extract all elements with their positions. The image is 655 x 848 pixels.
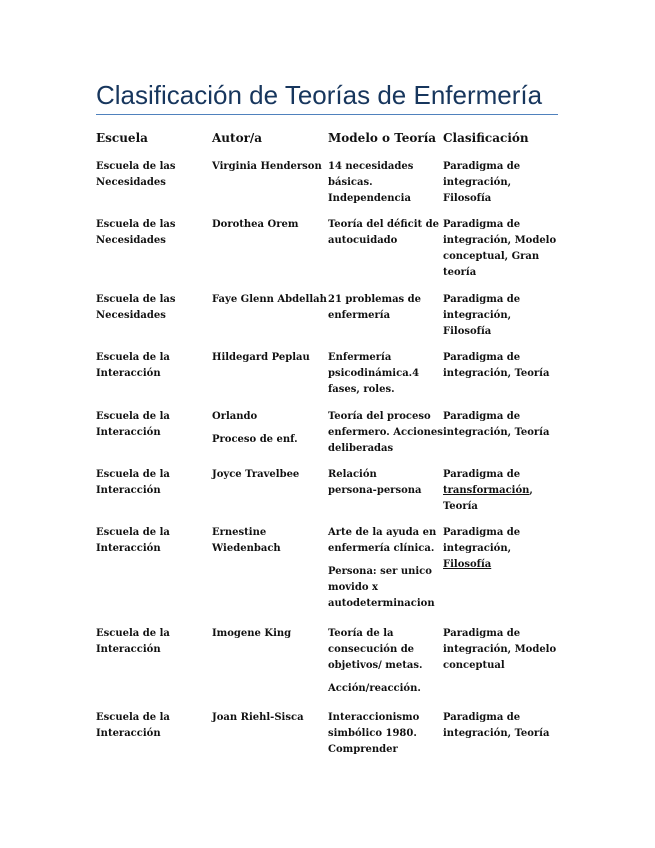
- cell-line: Paradigma de: [443, 628, 521, 639]
- cell-line: enfermería clínica.: [328, 543, 435, 554]
- cell-line: integración,: [443, 543, 512, 554]
- cell-escuela: [96, 292, 204, 324]
- paragraph-gap: [212, 425, 320, 432]
- cell-line: Interacción: [96, 485, 161, 496]
- cell-clasificacion: [443, 467, 551, 515]
- cell-line: Dorothea Orem: [212, 219, 299, 230]
- cell-clasificacion: [443, 159, 551, 207]
- cell-escuela: [96, 626, 204, 658]
- cell-line: Interacción: [96, 543, 161, 554]
- header-autor: Autor/a: [212, 131, 263, 145]
- cell-autor: [212, 292, 327, 308]
- cell-line: integración, Teoría: [443, 368, 550, 379]
- cell-line: Paradigma de: [443, 712, 521, 723]
- cell-line: Paradigma de: [443, 469, 521, 480]
- cell-line: Comprender: [328, 744, 398, 755]
- cell-clasificacion: [443, 525, 551, 573]
- cell-escuela: [96, 350, 204, 382]
- header-modelo: Modelo o Teoría: [328, 131, 437, 145]
- cell-line: Teoría del proceso: [328, 411, 431, 422]
- cell-modelo: [328, 626, 436, 697]
- cell-line: Paradigma de: [443, 527, 521, 538]
- cell-line: integración, Teoría: [443, 728, 550, 739]
- cell-line: integración,: [443, 310, 512, 321]
- cell-modelo: [328, 409, 443, 457]
- cell-line: Necesidades: [96, 235, 166, 246]
- cell-line: Faye Glenn Abdellah: [212, 294, 327, 305]
- cell-line: Joyce Travelbee: [212, 469, 300, 480]
- cell-line: Enfermería: [328, 352, 392, 363]
- cell-clasificacion: [443, 292, 551, 340]
- cell-line: Necesidades: [96, 310, 166, 321]
- cell-line: Interaccionismo: [328, 712, 420, 723]
- cell-line: Teoría del déficit de: [328, 219, 439, 230]
- cell-line: Paradigma de: [443, 411, 521, 422]
- cell-modelo: [328, 159, 436, 207]
- cell-clasificacion: [443, 409, 551, 441]
- cell-autor: [212, 710, 320, 726]
- cell-line: Ernestine: [212, 527, 267, 538]
- cell-escuela: [96, 525, 204, 557]
- cell-line: integración, Modelo: [443, 235, 557, 246]
- cell-line: Virginia Henderson: [212, 161, 322, 172]
- underlined-term: transformación: [443, 485, 530, 496]
- cell-escuela: [96, 467, 204, 499]
- cell-autor: [212, 525, 320, 557]
- cell-line: psicodinámica.4: [328, 368, 420, 379]
- cell-modelo: [328, 710, 436, 758]
- cell-line: Independencia: [328, 193, 411, 204]
- cell-escuela: [96, 409, 204, 441]
- cell-line: Escuela de las: [96, 161, 176, 172]
- cell-autor: [212, 626, 320, 642]
- cell-line: Orlando: [212, 411, 258, 422]
- cell-line: Arte de la ayuda en: [328, 527, 437, 538]
- cell-line: Escuela de la: [96, 712, 170, 723]
- header-clasificacion: Clasificación: [443, 131, 529, 145]
- punctuation: ,: [529, 485, 533, 496]
- cell-line: Escuela de las: [96, 219, 176, 230]
- cell-clasificacion: [443, 217, 557, 281]
- cell-modelo: [328, 292, 436, 324]
- cell-clasificacion: [443, 710, 551, 742]
- cell-line: enfermero. Acciones: [328, 427, 443, 438]
- cell-line: Escuela de la: [96, 628, 170, 639]
- cell-autor: [212, 159, 320, 175]
- cell-line: Joan Riehl-Sisca: [212, 712, 304, 723]
- cell-line: 21 problemas de: [328, 294, 422, 305]
- cell-line: integración, Modelo: [443, 644, 557, 655]
- cell-line: Interacción: [96, 644, 161, 655]
- cell-line: Necesidades: [96, 177, 166, 188]
- cell-line: persona-persona: [328, 485, 422, 496]
- cell-clasificacion: [443, 626, 557, 674]
- cell-line: [443, 483, 551, 499]
- cell-line: conceptual: [443, 660, 505, 671]
- cell-modelo: [328, 467, 436, 499]
- cell-line: Filosofía: [443, 326, 492, 337]
- cell-line: integración,: [443, 177, 512, 188]
- cell-modelo: [328, 217, 439, 249]
- cell-escuela: [96, 710, 204, 742]
- cell-line: Interacción: [96, 368, 161, 379]
- cell-line: Paradigma de: [443, 161, 521, 172]
- cell-line: Teoría: [443, 501, 478, 512]
- cell-line: conceptual, Gran: [443, 251, 540, 262]
- cell-clasificacion: [443, 350, 551, 382]
- cell-line: simbólico 1980.: [328, 728, 417, 739]
- cell-line: Filosofía: [443, 193, 492, 204]
- cell-autor: [212, 217, 320, 233]
- cell-line: objetivos/ metas.: [328, 660, 423, 671]
- cell-line: integración, Teoría: [443, 427, 550, 438]
- title-underline: [96, 114, 558, 115]
- cell-line: teoría: [443, 267, 477, 278]
- cell-line: autodeterminacion: [328, 598, 435, 609]
- cell-escuela: [96, 159, 204, 191]
- cell-line: deliberadas: [328, 443, 394, 454]
- cell-line: Paradigma de: [443, 219, 521, 230]
- cell-line: Paradigma de: [443, 352, 521, 363]
- paragraph-gap: [328, 557, 436, 564]
- cell-line: Wiedenbach: [212, 543, 281, 554]
- cell-line: Acción/reacción.: [328, 683, 421, 694]
- cell-line: Escuela de la: [96, 411, 170, 422]
- header-escuela: Escuela: [96, 131, 148, 145]
- cell-modelo: [328, 350, 436, 398]
- cell-autor: [212, 467, 320, 483]
- cell-line: Interacción: [96, 728, 161, 739]
- cell-line: Escuela de la: [96, 527, 170, 538]
- underlined-term: Filosofía: [443, 559, 492, 570]
- cell-autor: [212, 409, 320, 448]
- cell-line: Interacción: [96, 427, 161, 438]
- cell-escuela: [96, 217, 204, 249]
- cell-line: Escuela de las: [96, 294, 176, 305]
- paragraph-gap: [328, 674, 436, 681]
- cell-line: Persona: ser unico: [328, 566, 432, 577]
- cell-line: autocuidado: [328, 235, 398, 246]
- cell-line: Imogene King: [212, 628, 292, 639]
- cell-modelo: [328, 525, 436, 612]
- cell-line: Escuela de la: [96, 469, 170, 480]
- page-title: Clasificación de Teorías de Enfermería: [96, 80, 543, 110]
- cell-line: Hildegard Peplau: [212, 352, 310, 363]
- cell-line: básicas.: [328, 177, 373, 188]
- cell-line: enfermería: [328, 310, 391, 321]
- cell-line: Relación: [328, 469, 377, 480]
- cell-line: movido x: [328, 582, 378, 593]
- cell-line: Escuela de la: [96, 352, 170, 363]
- cell-autor: [212, 350, 320, 366]
- cell-line: Paradigma de: [443, 294, 521, 305]
- cell-line: 14 necesidades: [328, 161, 414, 172]
- cell-line: Teoría de la: [328, 628, 394, 639]
- cell-line: Proceso de enf.: [212, 434, 298, 445]
- cell-line: fases, roles.: [328, 384, 395, 395]
- cell-line: consecución de: [328, 644, 415, 655]
